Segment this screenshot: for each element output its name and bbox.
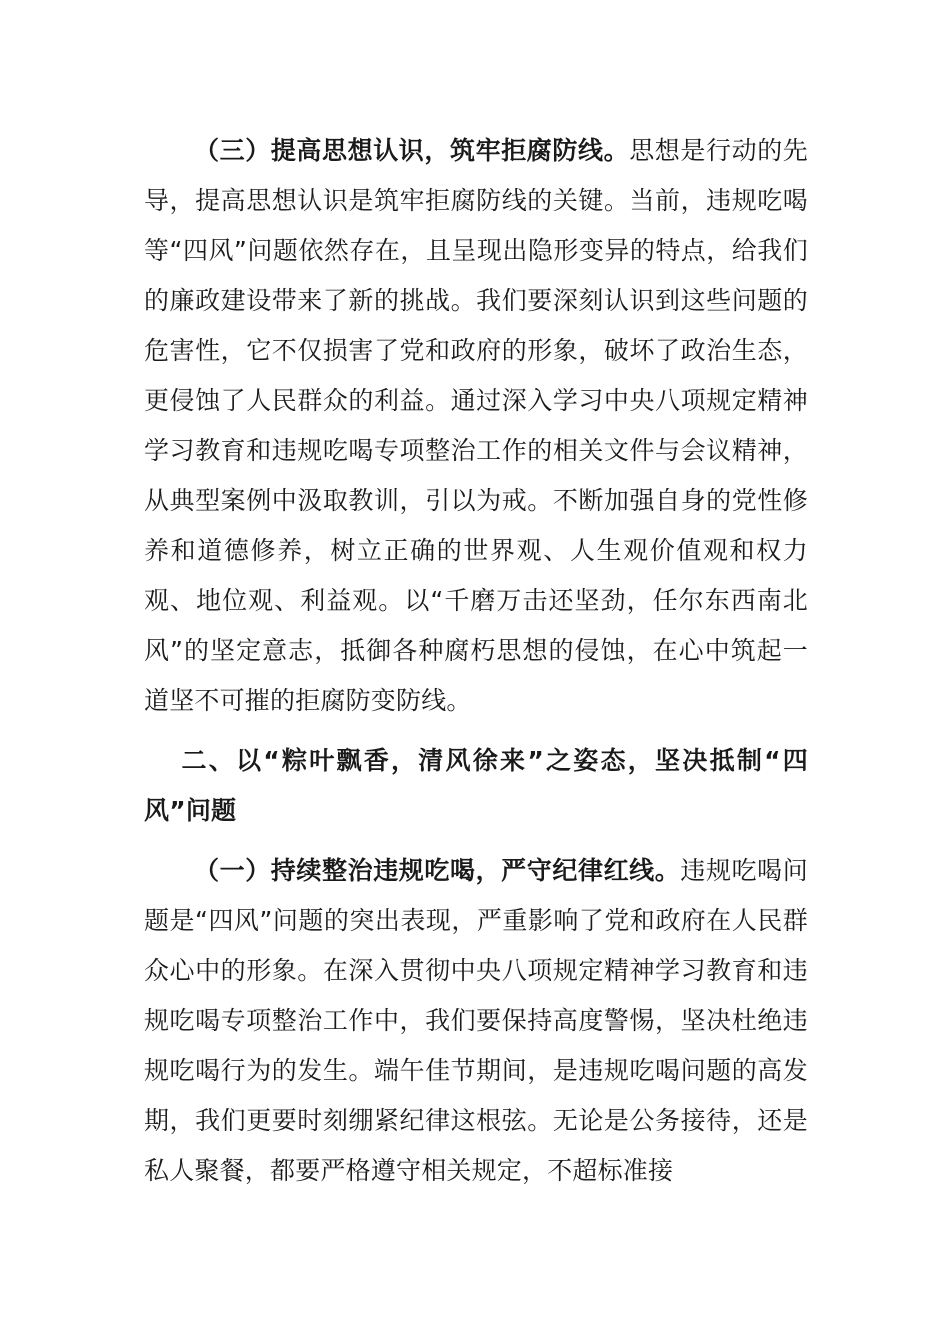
paragraph-body: 思想是行动的先导，提高思想认识是筑牢拒腐防线的关键。当前，违规吃喝等“四风”问题依然存在，且呈现出隐形变异的特点，给我们的廉政建设带来了新的挑战。我们要深刻认识到这些问题的危害性，它不仅损害了党和政府的形象，破坏了政治生态，更侵蚀了人民群众的利益。通过深入学习中央八项规定精神学习教育和违规吃喝专项整治工作的相关文件与会议精神，从典型案例中汲取教训，引以为戒。不断加强自身的党性修养和道德修养，树立正确的世界观、人生观价值观和权力观、地位观、利益观。以“千磨万击还坚劲，任尔东西南北风”的坚定意志，抵御各种腐朽思想的侵蚀，在心中筑起一道坚不可摧的拒腐防变防线。 xyxy=(144,136,809,715)
paragraph-lead-heading: （三）提高思想认识，筑牢拒腐防线。 xyxy=(194,136,630,165)
paragraph-section-2-1 xyxy=(144,846,808,1196)
paragraph-section-3 xyxy=(144,126,808,726)
paragraph-lead-heading: （一）持续整治违规吃喝，严守纪律红线。 xyxy=(194,856,681,885)
section-heading-text: 二、以“粽叶飘香，清风徐来”之姿态，坚决抵制“四风”问题 xyxy=(144,746,808,825)
paragraph-body: 违规吃喝问题是“四风”问题的突出表现，严重影响了党和政府在人民群众心中的形象。在深入贯彻中央八项规定精神学习教育和违规吃喝专项整治工作中，我们要保持高度警惕，坚决杜绝违规吃喝行为的发生。端午佳节期间，是违规吃喝问题的高发期，我们更要时刻绷紧纪律这根弦。无论是公务接待，还是私人聚餐，都要严格遵守相关规定，不超标准接 xyxy=(144,856,808,1185)
section-heading-2 xyxy=(144,736,808,836)
